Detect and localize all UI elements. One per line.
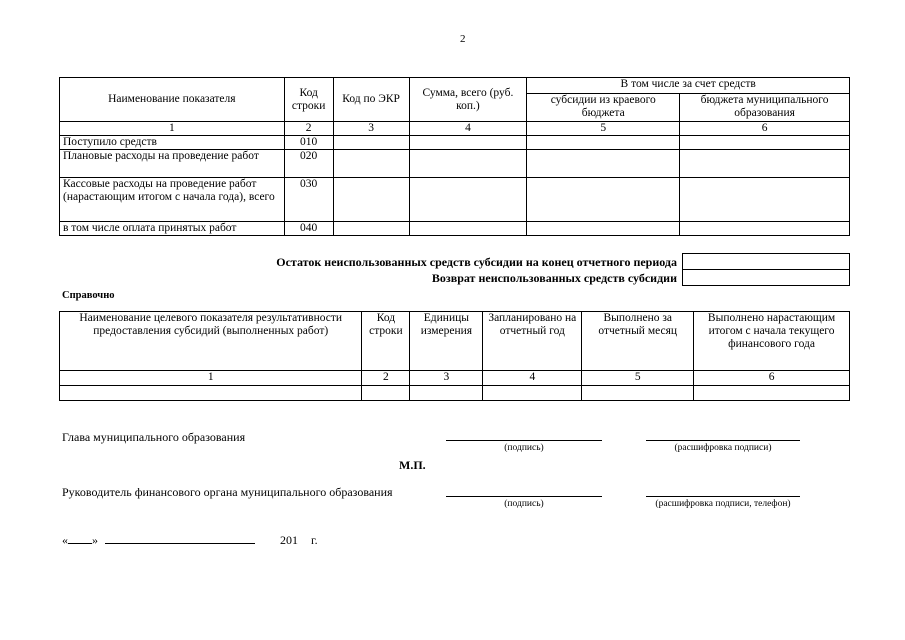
- header-unit: Единицы измерения: [410, 312, 483, 371]
- table-row: [60, 136, 850, 150]
- col-number: 3: [410, 371, 483, 386]
- row-code: 020: [284, 150, 333, 178]
- reference-label: Справочно: [62, 290, 115, 301]
- header-name: Наименование показателя: [60, 78, 285, 122]
- returned-value-box[interactable]: [682, 269, 850, 286]
- head-decode-line[interactable]: [646, 440, 800, 441]
- cell-unit[interactable]: [410, 386, 483, 401]
- cell-indicator[interactable]: [60, 386, 362, 401]
- returned-label: Возврат неиспользованных средств субсидии: [431, 271, 677, 285]
- col-number: 6: [680, 122, 850, 136]
- cell-ekr[interactable]: [333, 178, 409, 222]
- col-number: 5: [527, 122, 680, 136]
- date-open-quote: «: [62, 533, 68, 547]
- col-number: 5: [582, 371, 694, 386]
- finance-signature-line[interactable]: [446, 496, 602, 497]
- table-row: [60, 150, 850, 178]
- cell-subsidy[interactable]: [527, 178, 680, 222]
- stamp-label: М.П.: [399, 458, 426, 472]
- cell-municipal[interactable]: [680, 136, 850, 150]
- header-ekr: Код по ЭКР: [333, 78, 409, 122]
- header-indicator-name: Наименование целевого показателя результативности предоставления субсидий (выполненных работ): [60, 312, 362, 371]
- cell-planned[interactable]: [483, 386, 582, 401]
- date-day-field[interactable]: [68, 532, 92, 544]
- header-including: В том числе за счет средств: [527, 78, 850, 94]
- cell-subsidy[interactable]: [527, 136, 680, 150]
- finance-decode-line[interactable]: [646, 496, 800, 497]
- head-signature-line[interactable]: [446, 440, 602, 441]
- cell-municipal[interactable]: [680, 178, 850, 222]
- cell-code[interactable]: [362, 386, 410, 401]
- cell-sum[interactable]: [409, 178, 527, 222]
- header-done-total: Выполнено нарастающим итогом с начала текущего финансового года: [694, 312, 850, 371]
- header-municipal: бюджета муниципального образования: [680, 94, 850, 122]
- remaining-value-box[interactable]: [682, 253, 850, 270]
- row-code: 010: [284, 136, 333, 150]
- cell-municipal[interactable]: [680, 222, 850, 236]
- remaining-label: Остаток неиспользованных средств субсидии на конец отчетного периода: [276, 255, 677, 269]
- header-code: Код строки: [362, 312, 410, 371]
- table-row: [60, 386, 850, 401]
- col-number: 6: [694, 371, 850, 386]
- cell-ekr[interactable]: [333, 222, 409, 236]
- col-number: 4: [483, 371, 582, 386]
- cell-subsidy[interactable]: [527, 222, 680, 236]
- date-year-suffix: г.: [311, 533, 318, 547]
- cell-done-month[interactable]: [582, 386, 694, 401]
- row-code: 030: [284, 178, 333, 222]
- header-planned: Запланировано на отчетный год: [483, 312, 582, 371]
- date-month-field[interactable]: [105, 532, 255, 544]
- col-number: 2: [284, 122, 333, 136]
- table-row: [60, 222, 850, 236]
- finance-signature-caption: (подпись): [504, 499, 544, 509]
- cell-done-total[interactable]: [694, 386, 850, 401]
- col-number: 1: [60, 122, 285, 136]
- header-sum: Сумма, всего (руб. коп.): [409, 78, 527, 122]
- row-name: Поступило средств: [60, 136, 285, 150]
- date-year: 201: [280, 533, 298, 547]
- cell-ekr[interactable]: [333, 136, 409, 150]
- head-decode-caption: (расшифровка подписи): [674, 443, 772, 453]
- row-name: в том числе оплата принятых работ: [60, 222, 285, 236]
- row-name: Кассовые расходы на проведение работ (нарастающим итогом с начала года), всего: [60, 178, 285, 222]
- funds-table: [59, 77, 850, 236]
- head-label: Глава муниципального образования: [62, 430, 246, 444]
- cell-sum[interactable]: [409, 222, 527, 236]
- col-number: 3: [333, 122, 409, 136]
- cell-sum[interactable]: [409, 150, 527, 178]
- col-number: 4: [409, 122, 527, 136]
- date-line: [62, 532, 318, 547]
- col-number: 1: [60, 371, 362, 386]
- finance-decode-caption: (расшифровка подписи, телефон): [655, 499, 791, 509]
- finance-head-label: Руководитель финансового органа муниципального образования: [62, 485, 393, 499]
- row-name: Плановые расходы на проведение работ: [60, 150, 285, 178]
- cell-ekr[interactable]: [333, 150, 409, 178]
- page-number: 2: [460, 33, 466, 45]
- col-number: 2: [362, 371, 410, 386]
- table-row: [60, 178, 850, 222]
- header-code: Код строки: [284, 78, 333, 122]
- row-code: 040: [284, 222, 333, 236]
- date-close-quote: »: [92, 533, 98, 547]
- head-signature-caption: (подпись): [504, 443, 544, 453]
- header-done-month: Выполнено за отчетный месяц: [582, 312, 694, 371]
- cell-municipal[interactable]: [680, 150, 850, 178]
- indicators-table: [59, 311, 850, 401]
- cell-sum[interactable]: [409, 136, 527, 150]
- header-subsidy: субсидии из краевого бюджета: [527, 94, 680, 122]
- cell-subsidy[interactable]: [527, 150, 680, 178]
